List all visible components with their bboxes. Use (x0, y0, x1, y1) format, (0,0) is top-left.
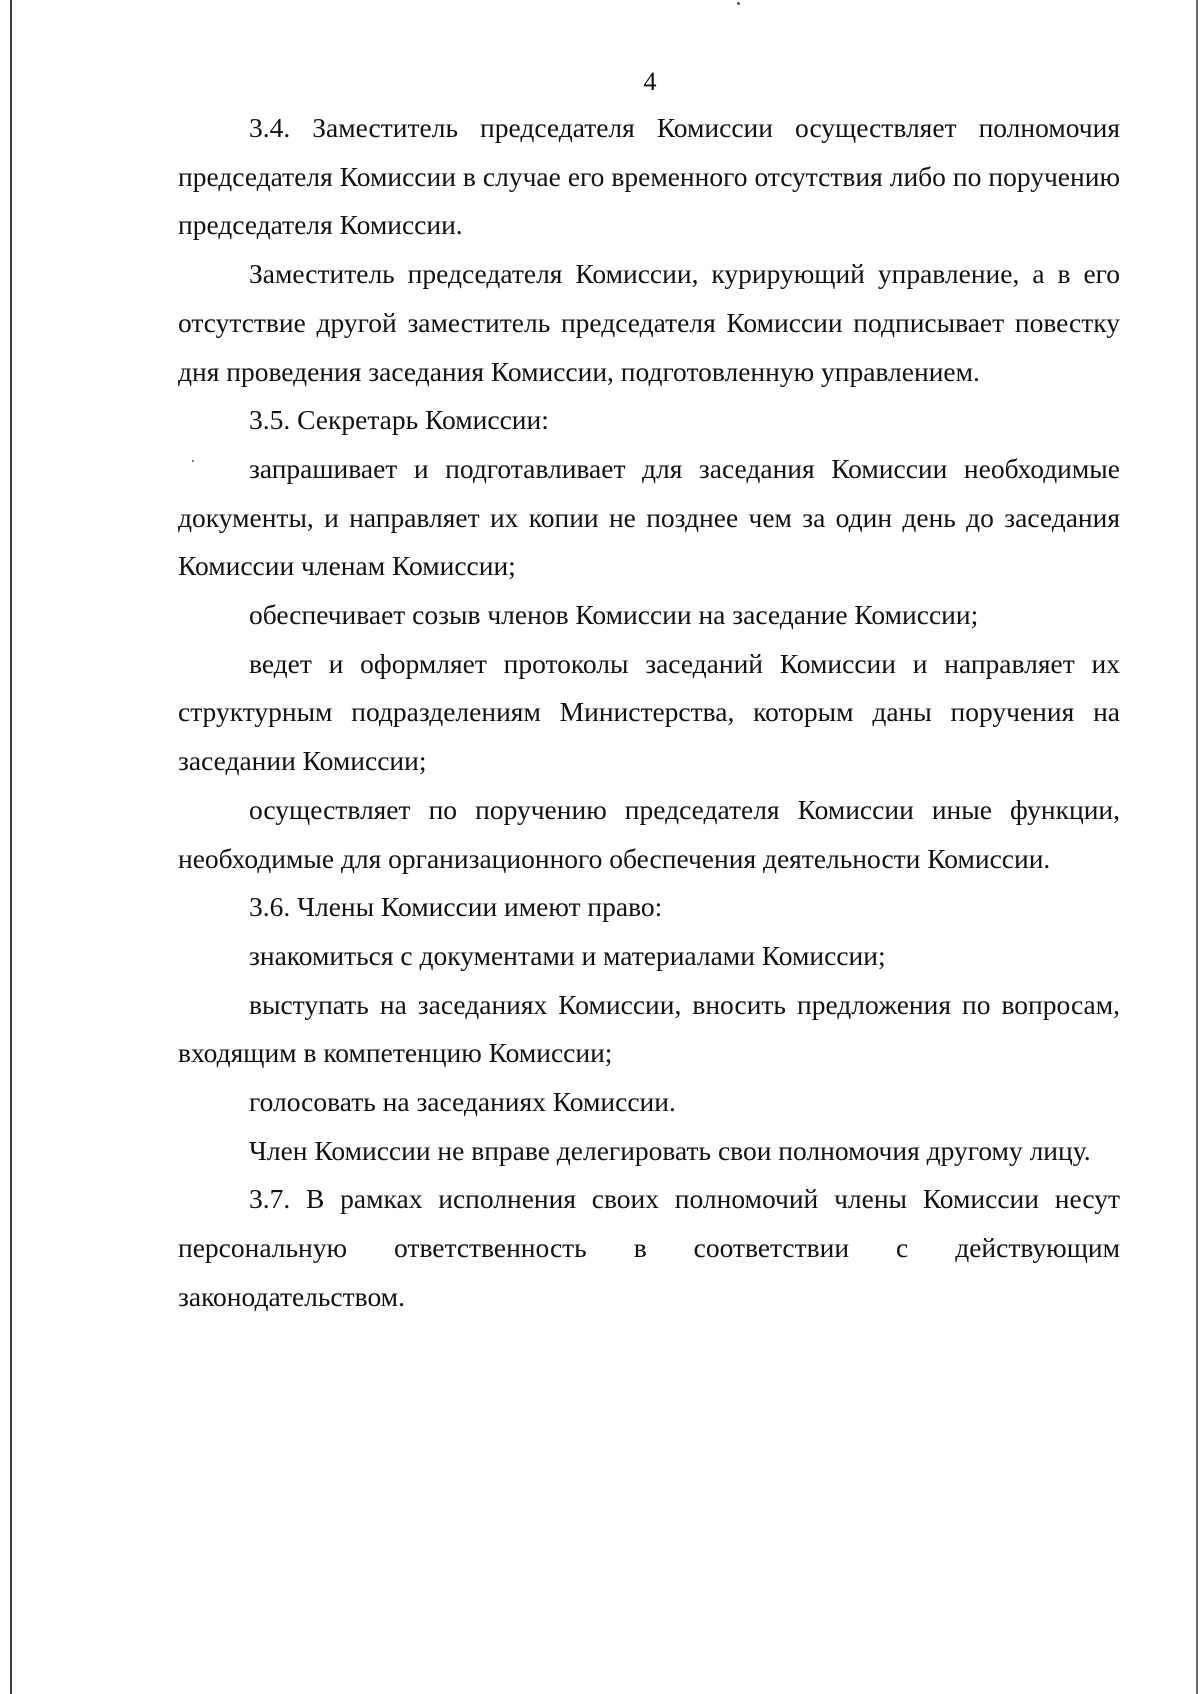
paragraph-members-speak: выступать на заседаниях Комиссии, вносить предложения по вопросам, входящим в компетенцию Комиссии; (178, 988, 1120, 1069)
paragraph-deputy-chairman: Заместитель председателя Комиссии, курирующий управление, а в его отсутствие другой заместитель председателя Комиссии подписывает повестку дня проведения заседания Комиссии, подготовленную управлением. (178, 258, 1120, 387)
paragraph-secretary-minutes: ведет и оформляет протоколы заседаний Комиссии и направляет их структурным подразделениям Министерства, которым даны поручения на заседании Комиссии; (178, 647, 1120, 777)
page-number: 4 (643, 67, 657, 96)
scan-left-edge (10, 0, 12, 1694)
scan-speck (737, 2, 740, 5)
paragraph-members-vote: голосовать на заседаниях Комиссии. (249, 1086, 676, 1118)
paragraph-3-6-heading: 3.6. Члены Комиссии имеют право: (249, 891, 663, 923)
scan-right-edge (1196, 0, 1198, 1694)
paragraph-secretary-requests: запрашивает и подготавливает для заседания Комиссии необходимые документы, и направляет их копии не позднее чем за один день до заседания Комиссии членам Комиссии; (178, 452, 1120, 582)
paragraph-no-delegation: Член Комиссии не вправе делегировать свои полномочия другому лицу. (249, 1134, 1091, 1166)
paragraph-3-7: 3.7. В рамках исполнения своих полномочий члены Комиссии несут персональную ответственность в соответствии с действующим законодательством. (178, 1183, 1120, 1312)
paragraph-3-5-heading: 3.5. Секретарь Комиссии: (249, 404, 549, 436)
paragraph-secretary-convenes: обеспечивает созыв членов Комиссии на заседание Комиссии; (249, 599, 979, 631)
document-body (178, 104, 1120, 1322)
paragraph-3-4: 3.4. Заместитель председателя Комиссии осуществляет полномочия председателя Комиссии в случае его временного отсутствия либо по поручению председателя Комиссии. (178, 112, 1120, 241)
paragraph-members-review: знакомиться с документами и материалами Комиссии; (249, 939, 886, 971)
paragraph-secretary-other: осуществляет по поручению председателя Комиссии иные функции, необходимые для организационного обеспечения деятельности Комиссии. (178, 793, 1120, 874)
